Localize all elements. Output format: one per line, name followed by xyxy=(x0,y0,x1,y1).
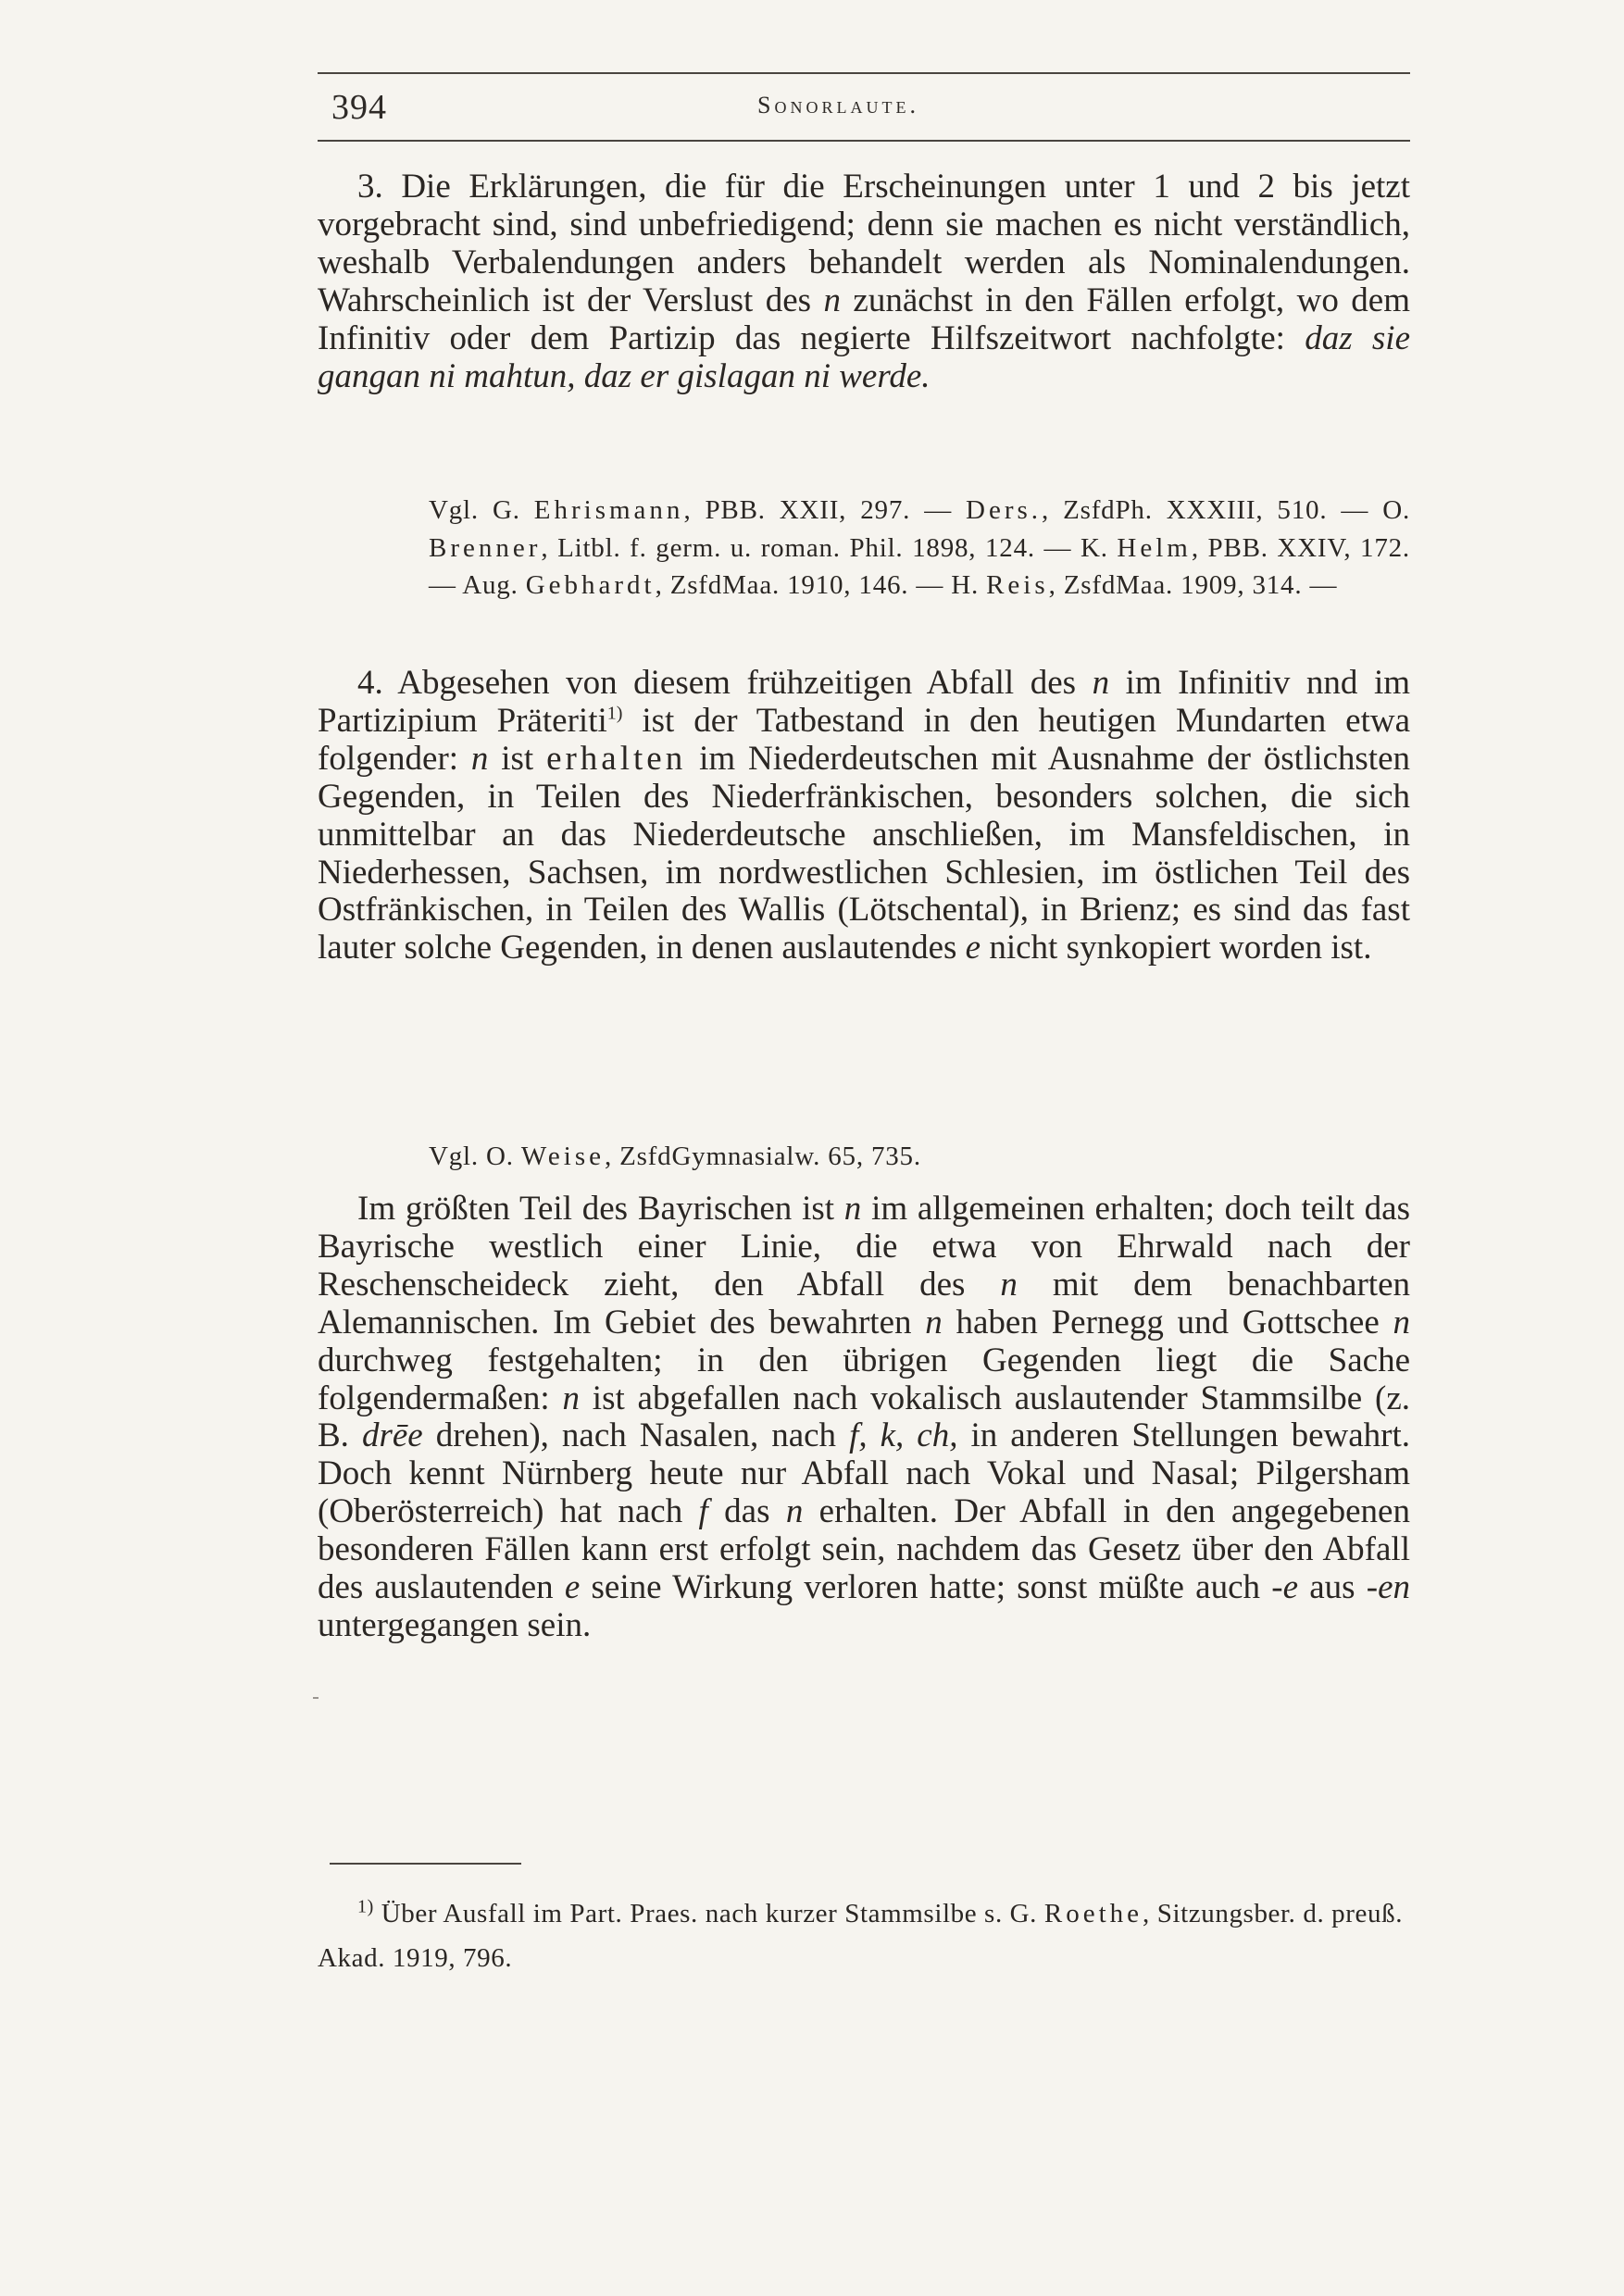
header-bottom-rule xyxy=(318,140,1410,142)
footnote: $^{1)}$ Über Ausfall im Part. Praes. nach kurzer Stammsilbe s. G. Roethe, Sitzungsber. d. preuß. Akad. 1919, 796. xyxy=(318,1896,1404,1973)
header-top-rule xyxy=(318,72,1410,74)
page-number: 394 xyxy=(331,88,387,127)
footnote-separator xyxy=(330,1863,521,1865)
footnote-reference: 1) xyxy=(606,703,623,724)
paragraph-bavarian: Im größten Teil des Bayrischen ist n im allgemeinen erhalten; doch teilt das Bayrische westlich einer Linie, die etwa von Ehrwald nach der Reschenscheideck zieht, den Abfall des n mit dem benachbarten Alemannischen. Im Gebiet des bewahrten n haben Pernegg und Gottschee n durchweg festgehalten; in den übrigen Gegenden liegt die Sache folgendermaßen: n ist abgefallen nach vokalisch auslautender Stammsilbe (z. B. drēe drehen), nach Nasalen, nach f, k, ch, in anderen Stellungen bewahrt. Doch kennt Nürnberg heute nur Abfall nach Vokal und Nasal; Pilgersham (Oberösterreich) hat nach f das n erhalten. Der Abfall in den angegebenen besonderen Fällen kann erst erfolgt sein, nachdem das Gesetz über den Abfall des auslautenden e seine Wirkung verloren hatte; sonst müßte auch -e aus -en untergegangen sein. xyxy=(318,1190,1411,1644)
paragraph-section-3: 3. Die Erklärungen, die für die Erscheinungen unter 1 und 2 bis jetzt vorgebracht sind, sind unbefriedigend; denn sie machen es nicht verständlich, weshalb Verbalendungen anders behandelt werden als Nominalendungen. Wahrscheinlich ist der Verslust des n zunächst in den Fällen erfolgt, wo dem Infinitiv oder dem Partizip das negierte Hilfszeitwort nachfolgte: daz sie gangan ni mahtun, daz er gislagan ni werde. xyxy=(318,168,1411,395)
margin-mark xyxy=(313,1697,319,1699)
references-section-4: Vgl. O. Weise, ZsfdGymnasialw. 65, 735. xyxy=(429,1142,921,1171)
paragraph-section-4: 4. Abgesehen von diesem frühzeitigen Abfall des n im Infinitiv nnd im Partizipium Präteriti$^{1)}$ ist der Tatbestand in den heutigen Mundarten etwa folgender: n ist erhalten im Niederdeutschen mit Ausnahme der östlichsten Gegenden, in Teilen des Niederfränkischen, besonders solchen, die sich unmittelbar an das Niederdeutsche anschließen, im Mansfeldischen, in Niederhessen, Sachsen, im nordwestlichen Schlesien, im östlichen Teil des Ostfränkischen, in Teilen des Wallis (Lötschental), in Brienz; es sind das fast lauter solche Gegenden, in denen auslautendes e nicht synkopiert worden ist. xyxy=(318,664,1411,967)
running-title: Sonorlaute. xyxy=(757,92,919,119)
references-section-3: Vgl. G. Ehrismann, PBB. XXII, 297. — Ders., ZsfdPh. XXXIII, 510. — O. Brenner, Litbl. f. germ. u. roman. Phil. 1898, 124. — K. Helm, PBB. XXIV, 172. — Aug. Gebhardt, ZsfdMaa. 1910, 146. — H. Reis, ZsfdMaa. 1909, 314. — xyxy=(429,495,1410,600)
footnote-marker: 1) xyxy=(357,1896,374,1917)
